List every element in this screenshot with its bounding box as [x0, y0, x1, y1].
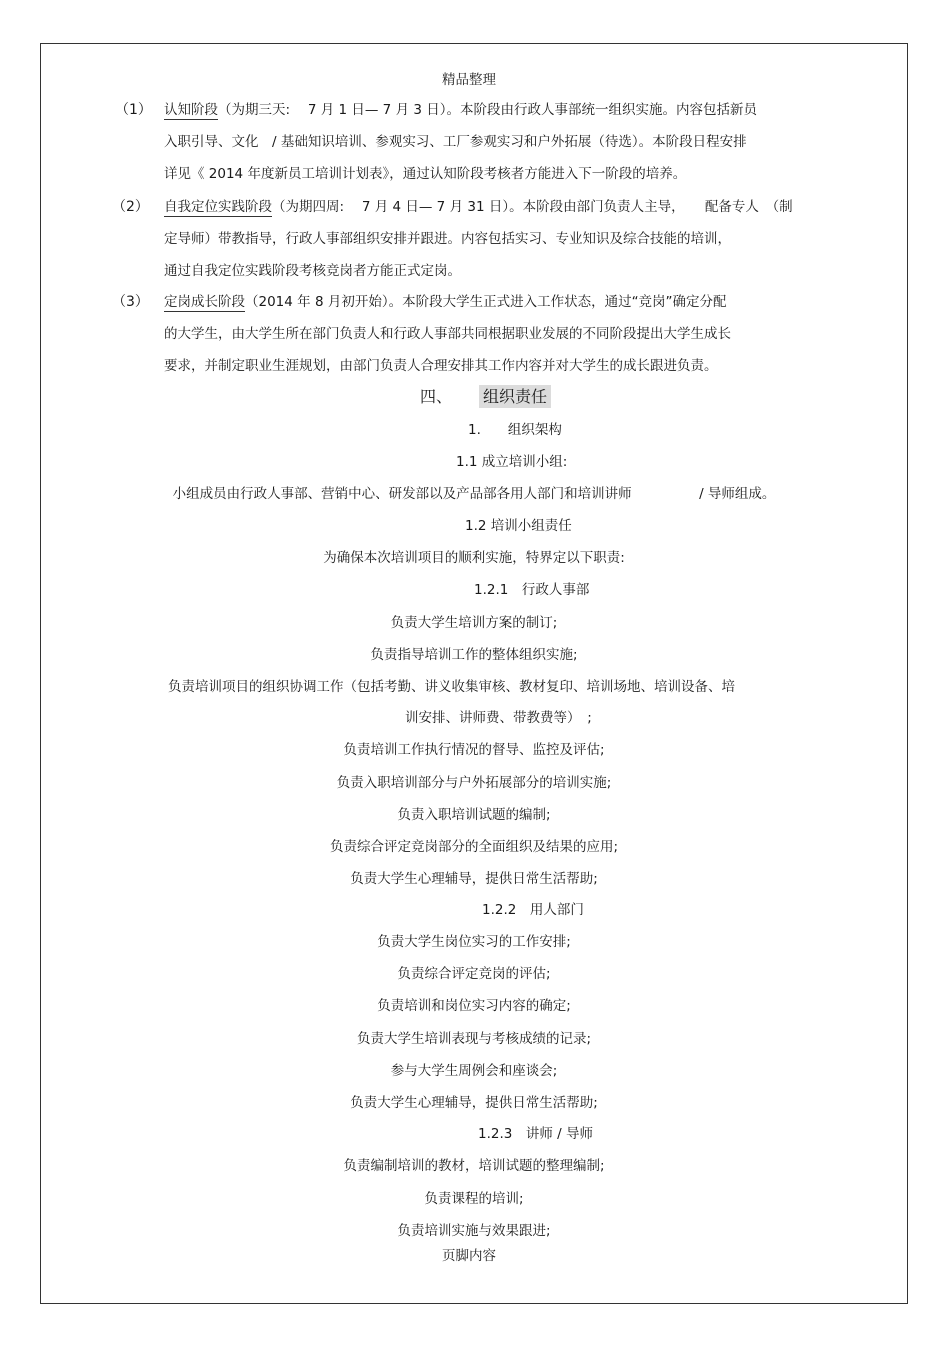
stage-2-line-2: 定导师）带教指导，行政人事部组织安排并跟进。内容包括实习、专业知识及综合技能的培训， [164, 231, 731, 247]
page-header: 精品整理 [442, 72, 496, 88]
stage-1-title: 认知阶段 [164, 102, 218, 118]
section-title: 组织责任 [479, 388, 551, 406]
section-number: 四、 [420, 387, 453, 406]
duty-122-2: 负责综合评定竞岗的评估; [397, 966, 551, 982]
stage-3-line-2: 的大学生，由大学生所在部门负责人和行政人事部共同根据职业发展的不同阶段提出大学生成长 [164, 326, 731, 342]
duty-122-6: 负责大学生心理辅导，提供日常生活帮助; [350, 1095, 598, 1111]
stage-1-line-2: 入职引导、文化 / 基础知识培训、参观实习、工厂参观实习和户外拓展（待选）。本阶段日程安排 [164, 134, 747, 150]
heading-1-2-2: 1.2.2 用人部门 [482, 902, 584, 918]
stage-2-title: 自我定位实践阶段 [164, 199, 272, 215]
stage-2-line-3: 通过自我定位实践阶段考核竞岗者方能正式定岗。 [164, 263, 461, 279]
stage-3-title: 定岗成长阶段 [164, 294, 245, 310]
page-footer: 页脚内容 [442, 1248, 496, 1264]
stage-2-line-1: 自我定位实践阶段（为期四周: 7 月 4 日— 7 月 31 日）。本阶段由部门负责人主导， 配备专人 （制 [164, 199, 793, 215]
stage-2-number: （2） [112, 199, 149, 215]
subsection-org-structure: 1. 组织架构 [468, 422, 562, 438]
duty-121-3: 负责培训项目的组织协调工作（包括考勤、讲义收集审核、教材复印、培训场地、培训设备、培 [168, 679, 735, 695]
stage-1-line-1: 认知阶段（为期三天: 7 月 1 日— 7 月 3 日）。本阶段由行政人事部统一组织实施。内容包括新员 [164, 102, 757, 118]
duty-123-2: 负责课程的培训; [424, 1191, 524, 1207]
heading-1-2-1: 1.2.1 行政人事部 [474, 582, 590, 598]
stage-1-number: （1） [115, 102, 152, 118]
subsection-1-2-text: 为确保本次培训项目的顺利实施，特界定以下职责: [323, 550, 625, 566]
duty-122-3: 负责培训和岗位实习内容的确定; [377, 998, 571, 1014]
stage-1-line-3: 详见《 2014 年度新员工培训计划表》，通过认知阶段考核者方能进入下一阶段的培养。 [164, 166, 687, 182]
duty-121-6: 负责入职培训试题的编制; [397, 807, 551, 823]
duty-121-3-cont: 训安排、讲师费、带教费等） ; [405, 710, 592, 726]
duty-123-3: 负责培训实施与效果跟进; [397, 1223, 551, 1239]
duty-121-1: 负责大学生培训方案的制订; [390, 615, 558, 631]
subsection-1-1: 1.1 成立培训小组: [456, 454, 568, 470]
duty-121-8: 负责大学生心理辅导，提供日常生活帮助; [350, 871, 598, 887]
stage-3-line-1: 定岗成长阶段（2014 年 8 月初开始）。本阶段大学生正式进入工作状态，通过“竞岗”确定分配 [164, 294, 727, 310]
duty-122-4: 负责大学生培训表现与考核成绩的记录; [356, 1031, 592, 1047]
subsection-1-1-text: 小组成员由行政人事部、营销中心、研发部以及产品部各用人部门和培训讲师 / 导师组成。 [172, 486, 776, 502]
duty-121-7: 负责综合评定竞岗部分的全面组织及结果的应用; [329, 839, 619, 855]
duty-123-1: 负责编制培训的教材，培训试题的整理编制; [343, 1158, 605, 1174]
stage-3-number: （3） [112, 294, 149, 310]
duty-122-1: 负责大学生岗位实习的工作安排; [377, 934, 571, 950]
duty-121-2: 负责指导培训工作的整体组织实施; [370, 647, 578, 663]
duty-122-5: 参与大学生周例会和座谈会; [390, 1063, 558, 1079]
subsection-1-2: 1.2 培训小组责任 [465, 518, 572, 534]
duty-121-4: 负责培训工作执行情况的督导、监控及评估; [343, 742, 605, 758]
duty-121-5: 负责入职培训部分与户外拓展部分的培训实施; [336, 775, 612, 791]
heading-1-2-3: 1.2.3 讲师 / 导师 [478, 1126, 593, 1142]
stage-3-line-3: 要求，并制定职业生涯规划，由部门负责人合理安排其工作内容并对大学生的成长跟进负责。 [164, 358, 718, 374]
